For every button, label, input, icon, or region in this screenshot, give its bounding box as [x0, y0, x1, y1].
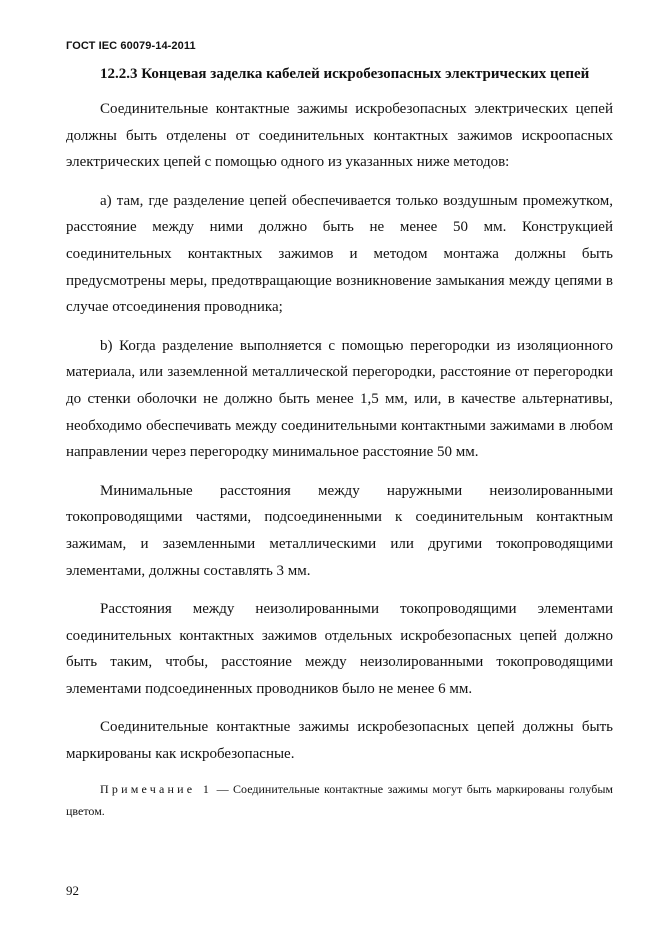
paragraph-min-distance: Минимальные расстояния между наружными неизолированными токопроводящими частями, подсоединенными к соединительным контактным зажимам, и заземленными металлическими или другими токопроводящими элементами, должны составлять 3 мм. — [66, 482, 613, 579]
note-label: Примечание 1 — [100, 781, 213, 796]
paragraph-intro: Соединительные контактные зажимы искробезопасных электрических цепей должны быть отделены от соединительных контактных зажимов искроопасных электрических цепей с помощью одного из указанных ниже методов: — [66, 101, 613, 171]
paragraph-marking: Соединительные контактные зажимы искробезопасных цепей должны быть маркированы как искробезопасные. — [66, 719, 613, 763]
page-content — [66, 61, 613, 822]
note — [66, 778, 613, 822]
section-heading: 12.2.3 Концевая заделка кабелей искробезопасных электрических цепей — [100, 66, 590, 82]
paragraph-item-a: а) там, где разделение цепей обеспечивается только воздушным промежутком, расстояние между ними должно быть не менее 50 мм. Конструкцией соединительных контактных зажимов и методом монтажа должны быть предусмотрены меры, предотвращающие возникновение замыкания между цепями в случае отсоединения проводника; — [66, 192, 613, 316]
document-code: ГОСТ IEC 60079-14-2011 — [66, 40, 196, 52]
note-dash: — — [212, 781, 234, 796]
paragraph-separate-circuits: Расстояния между неизолированными токопроводящими элементами соединительных контактных зажимов отдельных искробезопасных цепей должно быть таким, чтобы, расстояние между неизолированными токопроводящими элементами подсоединенных проводников было не менее 6 мм. — [66, 601, 613, 697]
note-text: Соединительные контактные зажимы могут быть маркированы голубым цветом. — [66, 781, 614, 818]
page-number: 92 — [66, 883, 79, 898]
paragraph-item-b: b) Когда разделение выполняется с помощью перегородки из изоляционного материала, или заземленной металлической перегородки, расстояние от перегородки до стенки оболочки не должно быть менее 1,5 мм, или, в качестве альтернативы, необходимо обеспечивать между соединительными контактными зажимами в любом направлении через перегородку минимальное расстояние 50 мм. — [66, 337, 613, 461]
